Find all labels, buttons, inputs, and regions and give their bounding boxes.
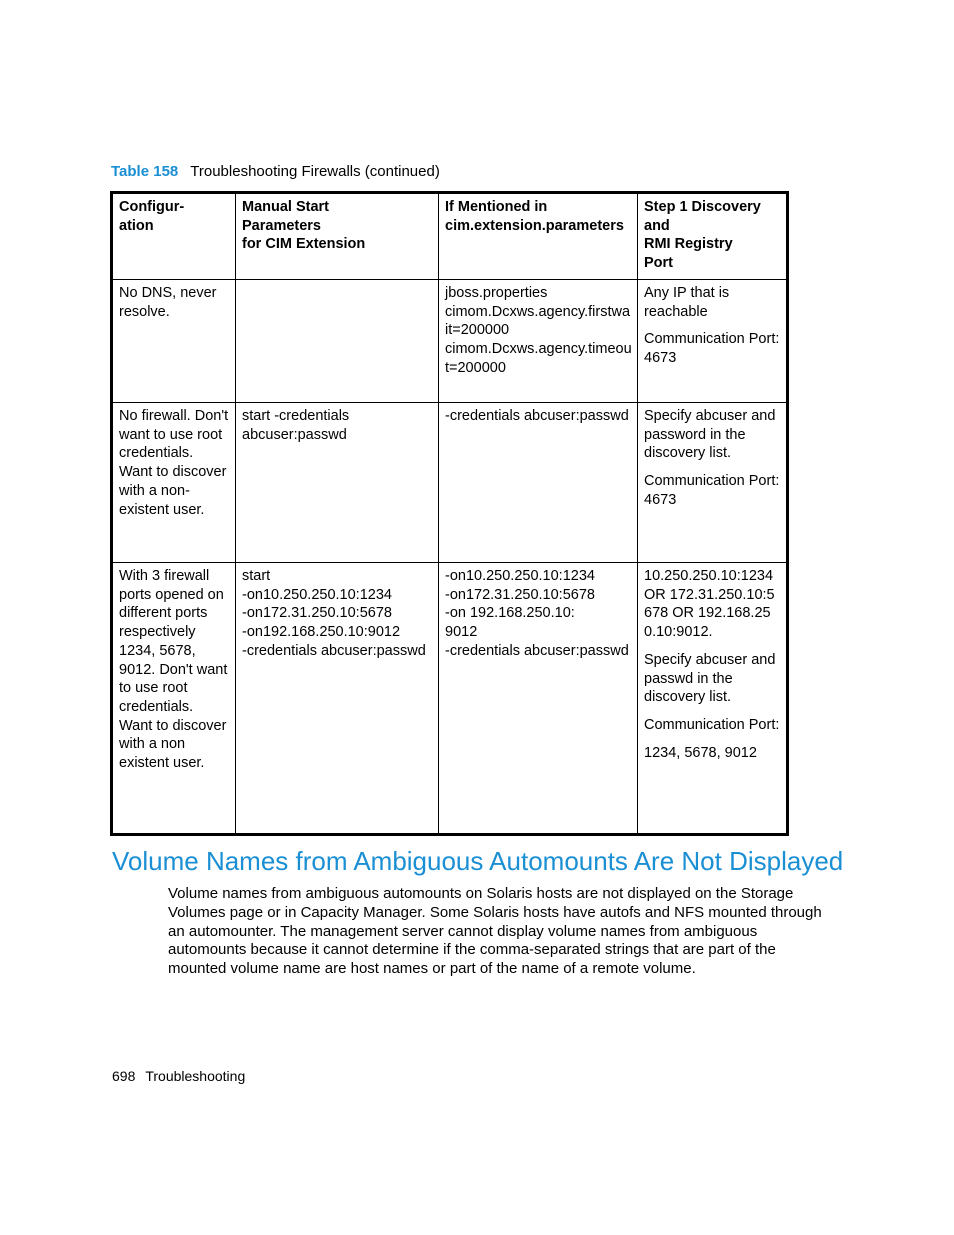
section-body: Volume names from ambiguous automounts on Solaris hosts are not displayed on the Storage Volumes page or in Capacity Manager. Some Solaris hosts have autofs and NFS mounted through an automounter. The management server cannot display volume names from ambiguous automounts because it cannot determine if the comma-separated strings that are part of the mounted volume name are host names or part of the name of a remote volume. bbox=[168, 885, 822, 978]
troubleshooting-firewalls-table bbox=[110, 191, 789, 836]
cell-configuration: With 3 firewall ports opened on different ports respectively 1234, 5678, 9012. Don't want to use root credentials. Want to discover with a non existent user. bbox=[112, 563, 236, 835]
cell-if-mentioned: -credentials abcuser:passwd bbox=[439, 403, 638, 563]
chapter-name: Troubleshooting bbox=[145, 1068, 246, 1084]
cell-manual-start: start -credentials abcuser:passwd bbox=[236, 403, 439, 563]
page-footer bbox=[112, 1067, 245, 1085]
cell-step1-discovery bbox=[638, 280, 788, 403]
page-number: 698 bbox=[112, 1068, 136, 1084]
cell-step1-discovery bbox=[638, 403, 788, 563]
table-caption bbox=[111, 162, 440, 182]
table-row bbox=[112, 563, 788, 835]
cell-configuration: No firewall. Don't want to use root credentials. Want to discover with a non-existent user. bbox=[112, 403, 236, 563]
step1-paragraph: Any IP that is reachable bbox=[644, 285, 730, 320]
header-if-mentioned: If Mentioned in cim.extension.parameters bbox=[439, 193, 638, 280]
section-heading: Volume Names from Ambiguous Automounts Are Not Displayed bbox=[112, 846, 844, 876]
step1-paragraph: Communication Port: 4673 bbox=[644, 473, 780, 508]
cell-configuration: No DNS, never resolve. bbox=[112, 280, 236, 403]
header-configuration: Configur- ation bbox=[112, 193, 236, 280]
step1-paragraph: Communication Port: bbox=[644, 716, 780, 733]
table-row bbox=[112, 280, 788, 403]
cell-manual-start: start -on10.250.250.10:1234 -on172.31.250.10:5678 -on192.168.250.10:9012 -credentials abcuser:passwd bbox=[236, 563, 439, 835]
step1-paragraph: Communication Port: 4673 bbox=[644, 331, 780, 367]
step1-paragraph: Specify abcuser and passwd in the discovery list. bbox=[644, 651, 776, 706]
table-header-row bbox=[112, 193, 788, 280]
step1-paragraph: 1234, 5678, 9012 bbox=[644, 744, 757, 761]
cell-step1-discovery bbox=[638, 563, 788, 835]
table-number: Table 158 bbox=[111, 163, 179, 180]
table-title: Troubleshooting Firewalls (continued) bbox=[190, 163, 440, 180]
header-step1-discovery: Step 1 Discovery and RMI Registry Port bbox=[638, 193, 788, 280]
header-manual-start-parameters: Manual Start Parameters for CIM Extension bbox=[236, 193, 439, 280]
step1-paragraph: 10.250.250.10:1234 OR 172.31.250.10:5678 OR 192.168.250.10:9012. bbox=[644, 568, 775, 641]
cell-if-mentioned: -on10.250.250.10:1234 -on172.31.250.10:5678 -on 192.168.250.10: 9012 -credentials abcuser:passwd bbox=[439, 563, 638, 835]
table-row bbox=[112, 403, 788, 563]
cell-manual-start bbox=[236, 280, 439, 403]
cell-if-mentioned: jboss.properties cimom.Dcxws.agency.firstwait=200000 cimom.Dcxws.agency.timeout=200000 bbox=[439, 280, 638, 403]
step1-paragraph: Specify abcuser and password in the discovery list. bbox=[644, 408, 776, 462]
